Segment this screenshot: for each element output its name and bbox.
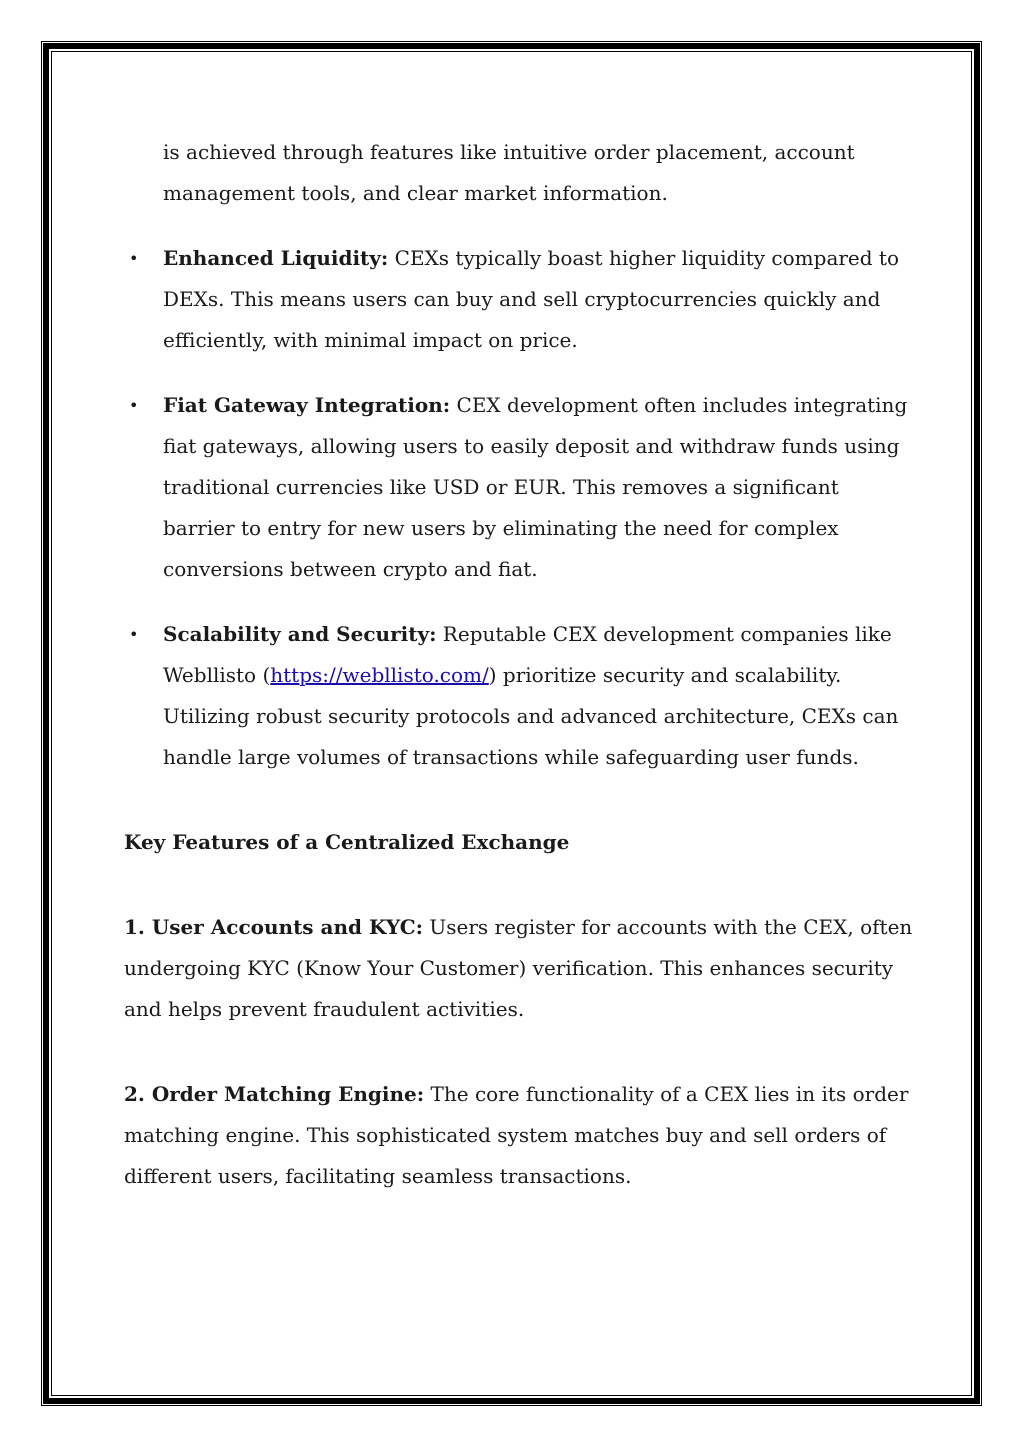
- intro-paragraph: is achieved through features like intuitive order placement, account management tools, and clear market information.: [163, 140, 855, 205]
- webllisto-link[interactable]: https://webllisto.com/: [270, 663, 489, 687]
- list-item-label: Scalability and Security:: [163, 622, 437, 646]
- list-item-enhanced-liquidity: [124, 238, 914, 361]
- bullet-icon: •: [129, 625, 139, 644]
- bullet-icon: •: [129, 396, 139, 415]
- list-item-label: Fiat Gateway Integration:: [163, 393, 451, 417]
- feature-user-accounts: [124, 907, 914, 1030]
- feature-order-matching: [124, 1074, 914, 1197]
- bullet-icon: •: [129, 249, 139, 268]
- document-body: [124, 132, 914, 1197]
- feature-text: The core functionality of a CEX lies in its order matching engine. This sophisticated system matches buy and sell orders of different users, facilitating seamless transactions.: [124, 1082, 909, 1188]
- feature-label: 2. Order Matching Engine:: [124, 1082, 425, 1106]
- list-item-scalability-security: [124, 614, 914, 778]
- benefits-list: [124, 238, 914, 778]
- feature-text: Users register for accounts with the CEX, often undergoing KYC (Know Your Customer) verification. This enhances security and helps prevent fraudulent activities.: [124, 915, 913, 1021]
- list-item-text-continued: ) prioritize security and scalability. Utilizing robust security protocols and advanced architecture, CEXs can handle large volumes of transactions while safeguarding user funds.: [163, 663, 899, 769]
- list-item-fiat-gateway: [124, 385, 914, 590]
- list-item-label: Enhanced Liquidity:: [163, 246, 389, 270]
- list-item-text: Reputable CEX development companies like Webllisto (: [163, 622, 892, 687]
- list-item-text: CEX development often includes integrating fiat gateways, allowing users to easily deposit and withdraw funds using traditional currencies like USD or EUR. This removes a significant barrier to entry for new users by eliminating the need for complex conversions between crypto and fiat.: [163, 393, 908, 581]
- section-heading: Key Features of a Centralized Exchange: [124, 830, 570, 854]
- list-item-text: CEXs typically boast higher liquidity compared to DEXs. This means users can buy and sell cryptocurrencies quickly and efficiently, with minimal impact on price.: [163, 246, 899, 352]
- feature-label: 1. User Accounts and KYC:: [124, 915, 424, 939]
